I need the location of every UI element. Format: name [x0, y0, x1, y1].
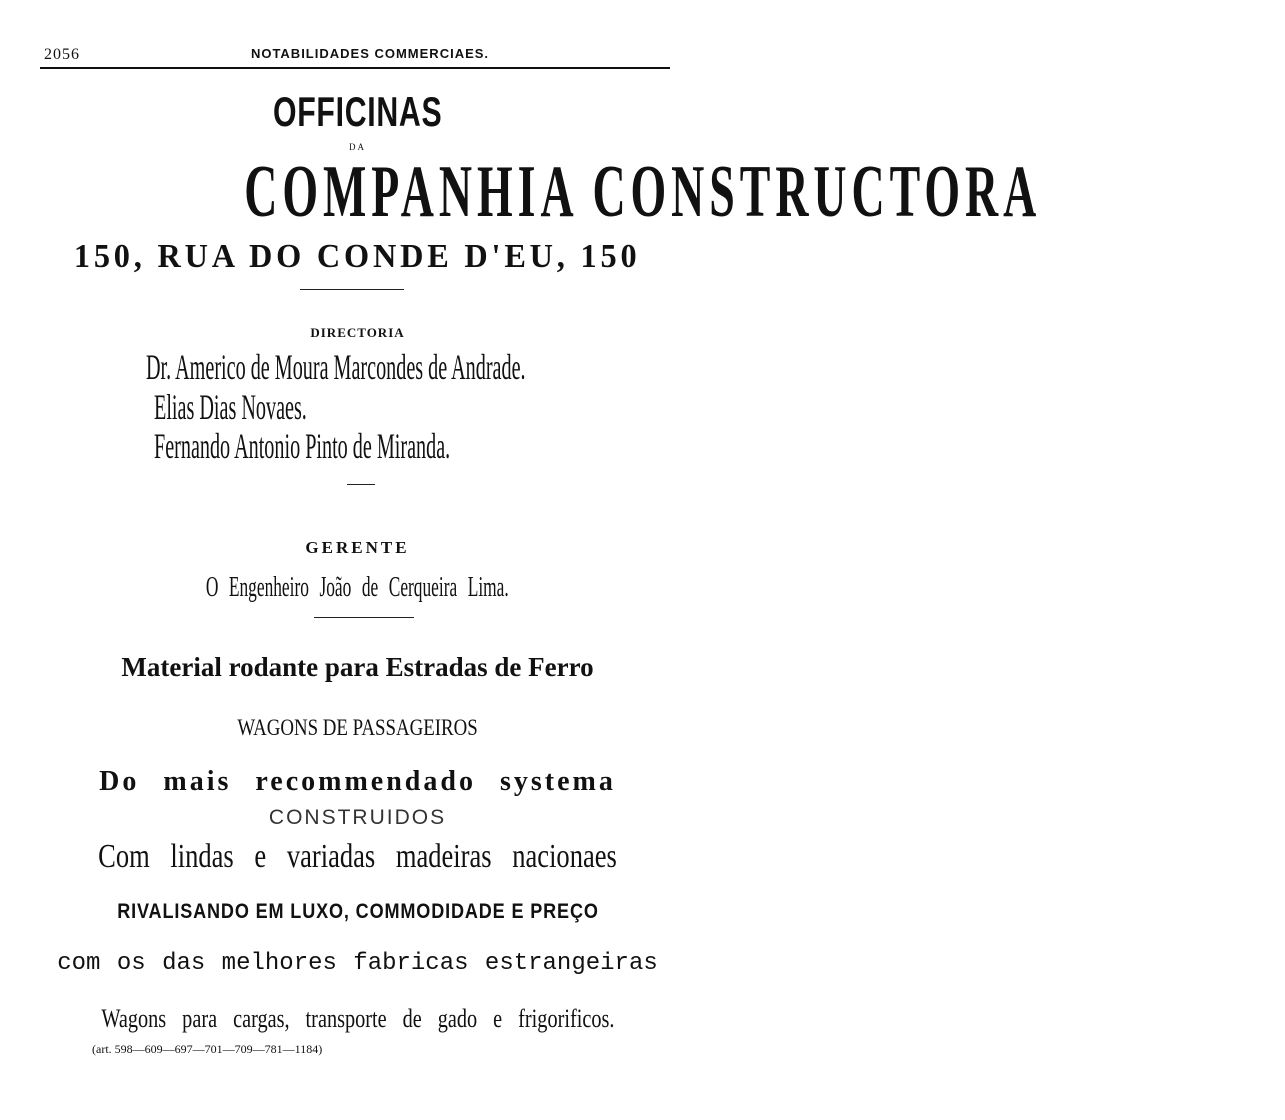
connector-text: DA [349, 142, 366, 152]
header-rule [40, 67, 670, 69]
company-address [0, 238, 715, 276]
divider-rule [300, 289, 404, 290]
page-number: 2056 [44, 46, 80, 63]
passenger-wagons-text: WAGONS DE PASSAGEIROS [237, 715, 478, 740]
page-header [40, 40, 670, 68]
material-line: Material rodante para Estradas de Ferro [121, 652, 594, 682]
cargo-wagons-line [0, 1004, 715, 1034]
advert-title [0, 88, 715, 136]
woods-text: Com lindas e variadas madeiras nacionaes [98, 838, 617, 875]
director-name: Dr. Americo de Moura Marcondes de Andrade. [146, 347, 526, 387]
manager-heading: GERENTE [305, 538, 410, 557]
factories-line: com os das melhores fabricas estrangeiras [57, 950, 658, 977]
recommended-system-line: Do mais recommendado systema [99, 766, 616, 797]
company-address-text: 150, RUA DO CONDE D'EU, 150 [74, 238, 641, 275]
divider-rule [314, 617, 414, 618]
built-line: CONSTRUIDOS [268, 806, 447, 829]
passenger-wagons-line [0, 715, 715, 741]
directorate-heading: DIRECTORIA [310, 325, 405, 340]
woods-line [0, 838, 715, 876]
rivalling-line [0, 900, 715, 924]
company-name-text: COMPANHIA CONSTRUCTORA [244, 151, 1042, 233]
company-name [0, 150, 1042, 235]
divider-rule [347, 484, 375, 485]
director-name: Elias Dias Novaes. [154, 387, 307, 427]
article-references: (art. 598—609—697—701—709—781—1184) [92, 1042, 323, 1056]
cargo-wagons-text: Wagons para cargas, transporte de gado e frigorificos. [100, 1004, 615, 1033]
manager-name-text: O Engenheiro João de Cerqueira Lima. [206, 572, 509, 603]
director-name: Fernando Antonio Pinto de Miranda. [154, 426, 451, 466]
advert-title-text: OFFICINAS [272, 88, 443, 135]
manager-name [0, 572, 715, 604]
rivalling-text: RIVALISANDO EM LUXO, COMMODIDADE E PREÇO [116, 900, 599, 923]
running-title: NOTABILIDADES COMMERCIAES. [250, 46, 490, 61]
